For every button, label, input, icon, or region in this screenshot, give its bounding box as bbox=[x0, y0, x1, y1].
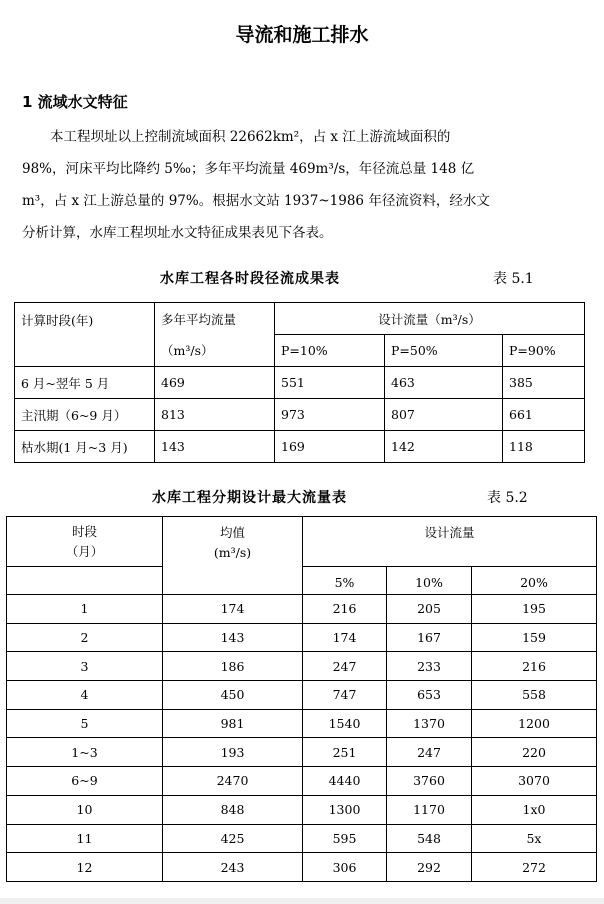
table-cell: 551 bbox=[275, 367, 385, 399]
table-cell: 4 bbox=[7, 681, 163, 710]
table-cell: 220 bbox=[472, 738, 597, 767]
table-cell: 6~9 bbox=[7, 767, 163, 796]
table-row bbox=[7, 824, 597, 853]
table-row bbox=[7, 709, 597, 738]
paragraph-line: 本工程坝址以上控制流域面积 22662km²，占 x 江上游流域面积的 bbox=[50, 129, 451, 145]
table2-header-spacer bbox=[7, 567, 163, 595]
table-cell: 306 bbox=[303, 853, 387, 882]
table-cell: 5x bbox=[472, 824, 597, 853]
table-cell: 247 bbox=[303, 652, 387, 681]
table-cell: 193 bbox=[163, 738, 303, 767]
runoff-table bbox=[14, 302, 585, 463]
table-cell: 枯水期(1 月~3 月) bbox=[15, 431, 155, 463]
table-cell: 167 bbox=[387, 623, 472, 652]
table-cell: 385 bbox=[503, 367, 585, 399]
table-cell: 425 bbox=[163, 824, 303, 853]
table1-number: 表 5.1 bbox=[493, 271, 534, 287]
table1-header-design: 设计流量（m³/s） bbox=[275, 303, 585, 335]
table-cell: 216 bbox=[472, 652, 597, 681]
table-cell: 143 bbox=[155, 431, 275, 463]
table-cell: 1~3 bbox=[7, 738, 163, 767]
table-cell: 558 bbox=[472, 681, 597, 710]
table-cell: 143 bbox=[163, 623, 303, 652]
table2-header-mean-line2: (m³/s) bbox=[213, 545, 252, 560]
table-row bbox=[7, 595, 597, 624]
table-row bbox=[7, 652, 597, 681]
table-cell: 142 bbox=[385, 431, 503, 463]
table-cell: 主汛期（6~9 月） bbox=[15, 399, 155, 431]
table-cell: 981 bbox=[163, 709, 303, 738]
table-row bbox=[7, 681, 597, 710]
table-row bbox=[15, 367, 585, 399]
table-row bbox=[7, 767, 597, 796]
table-cell: 807 bbox=[385, 399, 503, 431]
table-row bbox=[7, 738, 597, 767]
design-flow-table-body bbox=[6, 566, 597, 595]
table2-header-period bbox=[7, 517, 163, 567]
table1-header-col: P=10% bbox=[275, 335, 385, 367]
table-cell: 159 bbox=[472, 623, 597, 652]
table-row bbox=[7, 853, 597, 882]
table-cell: 661 bbox=[503, 399, 585, 431]
table-cell: 216 bbox=[303, 595, 387, 624]
table-cell: 747 bbox=[303, 681, 387, 710]
table-cell: 272 bbox=[472, 853, 597, 882]
table-cell: 4440 bbox=[303, 767, 387, 796]
table-cell: 233 bbox=[387, 652, 472, 681]
table-cell: 3070 bbox=[472, 767, 597, 796]
table-cell: 169 bbox=[275, 431, 385, 463]
table2-number: 表 5.2 bbox=[487, 490, 528, 506]
table-cell: 813 bbox=[155, 399, 275, 431]
table-cell: 450 bbox=[163, 681, 303, 710]
paragraph-line: m³，占 x 江上游总量的 97%。根据水文站 1937~1986 年径流资料，经水文 bbox=[22, 193, 490, 209]
table-cell: 251 bbox=[303, 738, 387, 767]
table-cell: 205 bbox=[387, 595, 472, 624]
table-cell: 1540 bbox=[303, 709, 387, 738]
table-cell: 463 bbox=[385, 367, 503, 399]
table2-header-col: 20% bbox=[472, 567, 597, 595]
table2-header-mean-line1: 均值 bbox=[219, 525, 245, 540]
table-cell: 118 bbox=[503, 431, 585, 463]
table2-header-design: 设计流量 bbox=[303, 517, 597, 595]
table-cell: 1370 bbox=[387, 709, 472, 738]
table1-header-mean: 多年平均流量 bbox=[155, 303, 275, 335]
table-cell: 548 bbox=[387, 824, 472, 853]
table-cell: 1170 bbox=[387, 795, 472, 824]
table-cell: 653 bbox=[387, 681, 472, 710]
body-paragraph bbox=[22, 121, 582, 249]
table2-header-period-line1: 时段 bbox=[71, 523, 97, 539]
table-cell: 595 bbox=[303, 824, 387, 853]
table-cell: 195 bbox=[472, 595, 597, 624]
table1-header-period: 计算时段(年) bbox=[15, 303, 155, 367]
table2-caption: 水库工程分期设计最大流量表 bbox=[152, 490, 347, 506]
table-cell: 5 bbox=[7, 709, 163, 738]
table-cell: 243 bbox=[163, 853, 303, 882]
table-cell: 12 bbox=[7, 853, 163, 882]
table1-header-mean-unit: （m³/s） bbox=[155, 335, 275, 367]
table1-header-col: P=90% bbox=[503, 335, 585, 367]
table2-header-col: 5% bbox=[303, 567, 387, 595]
table2-header-period-line2: （月） bbox=[65, 543, 104, 559]
table-cell: 174 bbox=[303, 623, 387, 652]
table-cell: 6 月~翌年 5 月 bbox=[15, 367, 155, 399]
table-row bbox=[15, 431, 585, 463]
table-cell: 292 bbox=[387, 853, 472, 882]
table-row bbox=[7, 623, 597, 652]
paragraph-line: 98%，河床平均比降约 5‰；多年平均流量 469m³/s，年径流总量 148 亿 bbox=[22, 161, 475, 177]
table2-header-spacer bbox=[163, 567, 303, 595]
table-cell: 1300 bbox=[303, 795, 387, 824]
table-cell: 2 bbox=[7, 623, 163, 652]
table-cell: 3 bbox=[7, 652, 163, 681]
table-cell: 1200 bbox=[472, 709, 597, 738]
table-cell: 247 bbox=[387, 738, 472, 767]
table-cell: 1x0 bbox=[472, 795, 597, 824]
table-cell: 848 bbox=[163, 795, 303, 824]
table-row bbox=[7, 795, 597, 824]
table-cell: 973 bbox=[275, 399, 385, 431]
table-cell: 186 bbox=[163, 652, 303, 681]
table-cell: 3760 bbox=[387, 767, 472, 796]
paragraph-line: 分析计算，水库工程坝址水文特征成果表见下各表。 bbox=[22, 225, 333, 241]
table-row bbox=[15, 399, 585, 431]
table1-header-col: P=50% bbox=[385, 335, 503, 367]
design-flow-table-rows bbox=[6, 594, 597, 882]
page-bottom-bar bbox=[0, 898, 604, 904]
table2-header-col: 10% bbox=[387, 567, 472, 595]
table-cell: 11 bbox=[7, 824, 163, 853]
section-heading: 1 流域水文特征 bbox=[22, 93, 128, 111]
table1-caption: 水库工程各时段径流成果表 bbox=[160, 271, 340, 287]
table-cell: 469 bbox=[155, 367, 275, 399]
table-cell: 1 bbox=[7, 595, 163, 624]
table-cell: 10 bbox=[7, 795, 163, 824]
table-cell: 174 bbox=[163, 595, 303, 624]
table-cell: 2470 bbox=[163, 767, 303, 796]
document-title: 导流和施工排水 bbox=[235, 24, 369, 46]
